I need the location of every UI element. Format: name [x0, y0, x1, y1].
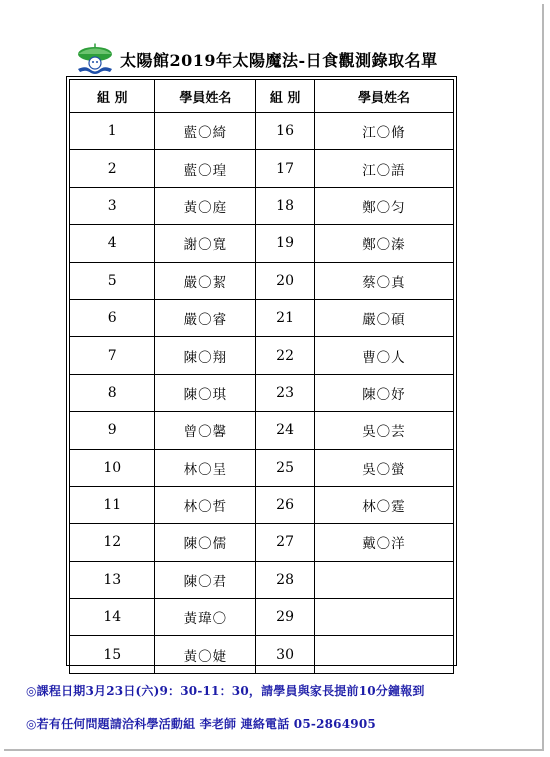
student-name-right: 林〇霆 — [314, 486, 453, 523]
student-name-left: 嚴〇睿 — [155, 299, 256, 336]
group-number-right: 23 — [256, 374, 315, 411]
student-name-left: 藍〇綺 — [155, 113, 256, 150]
group-number-right: 20 — [256, 262, 315, 299]
student-name-left: 嚴〇絜 — [155, 262, 256, 299]
group-number-right: 25 — [256, 449, 315, 486]
student-name-right: 戴〇洋 — [314, 524, 453, 561]
table-row — [70, 262, 454, 299]
group-number-right: 18 — [256, 187, 315, 224]
student-name-left: 曾〇馨 — [155, 412, 256, 449]
student-name-right — [314, 561, 453, 598]
header-group-right: 組 別 — [256, 80, 315, 113]
group-number-left: 4 — [70, 225, 155, 262]
table-row — [70, 225, 454, 262]
page-title: 太陽館2019年太陽魔法-日食觀測錄取名單 — [120, 50, 438, 70]
group-number-left: 5 — [70, 262, 155, 299]
student-name-right: 吳〇螢 — [314, 449, 453, 486]
student-name-left: 謝〇寬 — [155, 225, 256, 262]
group-number-left: 9 — [70, 412, 155, 449]
student-name-left: 林〇呈 — [155, 449, 256, 486]
group-number-right: 19 — [256, 225, 315, 262]
student-name-right — [314, 636, 453, 673]
student-name-left: 陳〇君 — [155, 561, 256, 598]
group-number-right: 24 — [256, 412, 315, 449]
roster-table — [69, 79, 454, 674]
student-name-left: 藍〇瑝 — [155, 150, 256, 187]
group-number-right: 26 — [256, 486, 315, 523]
student-name-right: 陳〇妤 — [314, 374, 453, 411]
header — [74, 42, 438, 76]
student-name-right: 鄭〇溱 — [314, 225, 453, 262]
student-name-right: 曹〇人 — [314, 337, 453, 374]
student-name-right: 嚴〇碩 — [314, 299, 453, 336]
group-number-right: 30 — [256, 636, 315, 673]
header-group-left: 組 別 — [70, 80, 155, 113]
student-name-left: 黃瑋〇 — [155, 599, 256, 636]
table-row — [70, 150, 454, 187]
group-number-right: 29 — [256, 599, 315, 636]
table-row — [70, 187, 454, 224]
group-number-right: 22 — [256, 337, 315, 374]
table-row — [70, 449, 454, 486]
course-date-note: ◎課程日期3月23日(六)9：30-11：30，請學員與家長提前10分鐘報到 — [26, 684, 425, 698]
group-number-right: 16 — [256, 113, 315, 150]
table-row — [70, 524, 454, 561]
student-name-right: 江〇脩 — [314, 113, 453, 150]
student-name-left: 黃〇婕 — [155, 636, 256, 673]
group-number-left: 13 — [70, 561, 155, 598]
group-number-right: 28 — [256, 561, 315, 598]
student-name-right: 鄭〇匀 — [314, 187, 453, 224]
table-row — [70, 299, 454, 336]
sun-hall-logo-icon — [74, 43, 116, 75]
group-number-left: 8 — [70, 374, 155, 411]
student-name-left: 陳〇儒 — [155, 524, 256, 561]
student-name-left: 陳〇翔 — [155, 337, 256, 374]
roster-table-frame — [66, 76, 457, 666]
group-number-left: 14 — [70, 599, 155, 636]
student-name-right — [314, 599, 453, 636]
table-row — [70, 113, 454, 150]
table-header-row — [70, 80, 454, 113]
group-number-left: 11 — [70, 486, 155, 523]
header-name-right: 學員姓名 — [314, 80, 453, 113]
table-row — [70, 636, 454, 673]
table-row — [70, 486, 454, 523]
group-number-left: 6 — [70, 299, 155, 336]
group-number-left: 3 — [70, 187, 155, 224]
group-number-left: 10 — [70, 449, 155, 486]
group-number-right: 27 — [256, 524, 315, 561]
header-name-left: 學員姓名 — [155, 80, 256, 113]
group-number-left: 15 — [70, 636, 155, 673]
table-row — [70, 337, 454, 374]
table-row — [70, 561, 454, 598]
table-row — [70, 374, 454, 411]
table-row — [70, 412, 454, 449]
group-number-right: 21 — [256, 299, 315, 336]
contact-note: ◎若有任何問題請洽科學活動組 李老師 連絡電話 05-2864905 — [26, 717, 376, 731]
student-name-left: 林〇哲 — [155, 486, 256, 523]
student-name-right: 吳〇芸 — [314, 412, 453, 449]
group-number-left: 2 — [70, 150, 155, 187]
student-name-right: 江〇語 — [314, 150, 453, 187]
group-number-right: 17 — [256, 150, 315, 187]
student-name-right: 蔡〇真 — [314, 262, 453, 299]
student-name-left: 陳〇琪 — [155, 374, 256, 411]
student-name-left: 黃〇庭 — [155, 187, 256, 224]
table-row — [70, 599, 454, 636]
group-number-left: 7 — [70, 337, 155, 374]
group-number-left: 12 — [70, 524, 155, 561]
group-number-left: 1 — [70, 113, 155, 150]
